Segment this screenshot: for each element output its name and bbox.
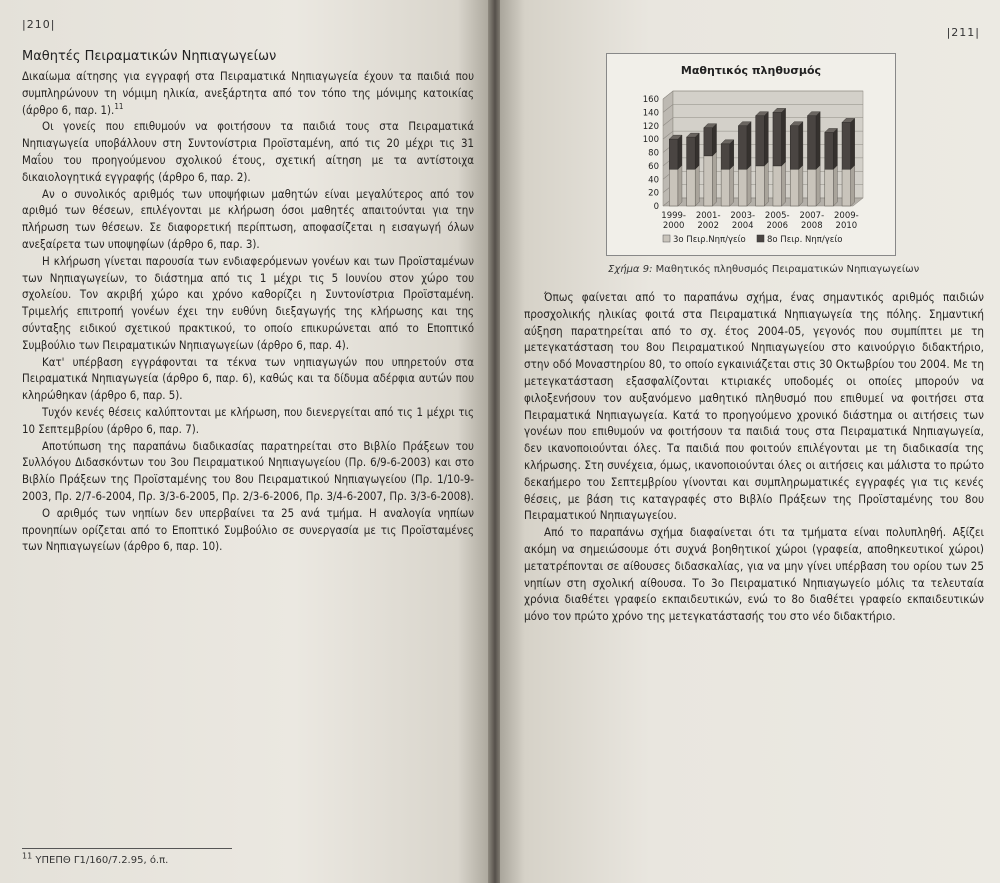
bar-side-3o (713, 152, 717, 206)
bar-side-3o (764, 162, 768, 206)
legend-swatch-8o (757, 235, 764, 242)
chart-svg (607, 54, 895, 255)
y-tick-label: 80 (648, 148, 659, 159)
bar-segment-8o (704, 128, 713, 156)
x-tick-label: 2010 (835, 221, 858, 231)
bar-side-8o (816, 112, 820, 170)
bar-segment-3o (669, 169, 678, 206)
population-chart (606, 53, 896, 256)
x-tick-label: 2002 (697, 221, 720, 231)
bar-segment-8o (756, 116, 765, 166)
legend-label-3o: 3ο Πειρ.Νηπ/γείο (673, 235, 746, 245)
bar-segment-3o (721, 169, 730, 206)
bar-segment-3o (825, 169, 834, 206)
bar-side-3o (695, 165, 699, 206)
bar-side-8o (713, 124, 717, 156)
x-tick-label: 2004 (731, 221, 754, 231)
paragraph: Αν ο συνολικός αριθμός των υποψήφιων μαθητών είναι μεγαλύτερος από τον αριθμό των θέσεων, επιλέγονται με κλήρωση όσοι μαθητές απαιτούνται για την πλήρωση των θέσεων. Σε διαφορετική περίπτωση, αποφασίζεται η εισαγωγή όλων ανεξαίρετα των υποψηφίων (άρθρο 6, παρ. 3). (22, 186, 474, 251)
bar-side-8o (833, 128, 837, 169)
bar-side-3o (799, 165, 803, 206)
y-tick-label: 160 (642, 95, 659, 105)
bar-segment-8o (790, 126, 799, 169)
x-tick-label: 1999- (661, 211, 686, 221)
bar-side-3o (678, 165, 682, 206)
paragraph: Κατ' υπέρβαση εγγράφονται τα τέκνα των νηπιαγωγών που υπηρετούν στα Πειραματικά Νηπιαγωγεία (άρθρο 6, παρ. 6), καθώς και τα δίδυμα αδέρφια αυτών που κληρώθηκαν (άρθρο 6, παρ. 5). (22, 354, 474, 403)
paragraph-text: Δικαίωμα αίτησης για εγγραφή στα Πειραματικά Νηπιαγωγεία έχουν τα παιδιά που συμπληρώνουν τη νόμιμη ηλικία, ανεξάρτητα από τον τόπο της μόνιμης κατοικίας (άρθρο 6, παρ. 1). (22, 69, 474, 117)
x-tick-label: 2006 (766, 221, 789, 231)
bar-segment-3o (687, 169, 696, 206)
bar-segment-3o (808, 169, 817, 206)
y-tick-label: 120 (642, 121, 659, 132)
left-page (0, 0, 492, 883)
bar-side-8o (764, 112, 768, 166)
x-tick-label: 2005- (764, 211, 790, 221)
bar-segment-8o (842, 122, 851, 169)
x-tick-label: 2003- (730, 211, 756, 221)
bar-side-8o (695, 133, 699, 169)
bar-side-3o (833, 165, 837, 206)
bar-segment-3o (790, 169, 799, 206)
bar-segment-3o (738, 169, 747, 206)
bar-segment-8o (669, 139, 678, 169)
bar-side-3o (730, 165, 734, 206)
caption-label: Σχήμα 9: (608, 264, 653, 275)
x-tick-label: 2001- (695, 211, 721, 221)
bar-segment-3o (704, 156, 713, 206)
y-tick-label: 40 (648, 175, 659, 186)
footnote (22, 851, 169, 866)
page-number-left: |210| (22, 18, 56, 31)
page-number-right: |211| (946, 26, 980, 39)
section-heading: Μαθητές Πειραματικών Νηπιαγωγείων (22, 49, 277, 64)
caption-text: Μαθητικός πληθυσμός Πειραματικών Νηπιαγωγείων (655, 264, 920, 275)
paragraph: Η κλήρωση γίνεται παρουσία των ενδιαφερόμενων γονέων και των Προϊσταμένων των Νηπιαγωγείων, το διάστημα από τις 1 μέχρι τις 5 Ιουνίου στον χώρο του σχολείου. Τον ακριβή χώρο και χρόνο καθορίζει η Συντονίστρια Προϊσταμένη. Τριμελής επιτροπή γονέων έχει την ευθύνη διεξαγωγής της κλήρωσης και της σύνταξης ειδικού σχετικού πρακτικού, το οποίο επικυρώνεται από το Εποπτικό Συμβούλιο των Πειραματικών Νηπιαγωγείων (άρθρο 6, παρ. 4). (22, 253, 474, 352)
bar-segment-3o (756, 166, 765, 206)
footnote-text: ΥΠΕΠΘ Γ1/160/7.2.95, ό.π. (35, 855, 169, 866)
x-tick-label: 2008 (800, 221, 823, 231)
footnote-divider (22, 848, 232, 849)
figure-caption (608, 264, 984, 275)
bar-side-8o (799, 122, 803, 169)
bar-segment-3o (842, 169, 851, 206)
bar-side-3o (851, 165, 855, 206)
bar-side-8o (851, 118, 855, 169)
bar-side-8o (730, 140, 734, 169)
paragraph: Τυχόν κενές θέσεις καλύπτονται με κλήρωση, που διενεργείται από τις 1 μέχρι τις 10 Σεπτεμβρίου (άρθρο 6, παρ. 7). (22, 404, 474, 436)
bar-segment-8o (687, 137, 696, 169)
chart-title: Μαθητικός πληθυσμός (680, 64, 822, 77)
y-tick-label: 140 (642, 108, 659, 119)
bar-segment-8o (721, 144, 730, 169)
bar-segment-8o (825, 132, 834, 169)
bar-segment-8o (808, 116, 817, 170)
bar-side-8o (782, 108, 786, 166)
y-tick-label: 20 (648, 188, 659, 199)
paragraph: Ο αριθμός των νηπίων δεν υπερβαίνει τα 25 ανά τμήμα. Η αναλογία νηπίων προνηπίων ορίζεται από το Εποπτικό Συμβούλιο σε συνεργασία με τις Προϊσταμένες των Νηπιαγωγείων (άρθρο 6, παρ. 10). (22, 505, 474, 554)
right-page (500, 0, 1000, 883)
footnote-ref: 11 (114, 101, 124, 111)
paragraph: Όπως φαίνεται από το παραπάνω σχήμα, ένας σημαντικός αριθμός παιδιών προσχολικής ηλικίας φοιτά στα Πειραματικά Νηπιαγωγεία της πόλης. Σημαντική αύξηση παρατηρείται από το σχ. έτος 2004-05, γεγονός που συμπίπτει με τη μετεγκατάσταση του 8ου Πειραματικού Νηπιαγωγείου στο καινούργιο διδακτήριο, στην οδό Μοναστηρίου 80, το οποίο εγκαινιάζεται στις 30 Οκτωβρίου του 2004. Με τη μετεγκατάσταση εξασφαλίζονται κτιριακές υποδομές οι οποίες μπορούν να φιλοξενήσουν τον αυξανόμενο μαθητικό πληθυσμό που επιθυμεί να φοιτήσει στα Πειραματικά Νηπιαγωγεία. Κατά το προηγούμενο χρονικό διάστημα οι αιτήσεις των γονέων που επιθυμούν να φοιτήσουν τα παιδιά τους στα Πειραματικά Νηπιαγωγεία, δεν ικανοποιούνται όλες. Τα παιδιά που φοιτούν επιλέγονται με τη διαδικασία της κλήρωσης. Στη συνέχεια, όμως, ικανοποιούνται όλες οι αιτήσεις και μάλιστα το πρώτο δεκαήμερο του Σεπτεμβρίου γίνονται και συμπληρωματικές εγγραφές για τις κενές θέσεις, με βάση τις καταγραφές στο Βιβλίο Πράξεων της Προϊσταμένης του 8ου Πειραματικού Νηπιαγωγείου. (524, 290, 984, 523)
legend-label-8o: 8ο Πειρ. Νηπ/γείο (767, 235, 843, 245)
bar-side-8o (747, 122, 751, 169)
x-tick-label: 2007- (799, 211, 825, 221)
paragraph: Από το παραπάνω σχήμα διαφαίνεται ότι τα τμήματα είναι πολυπληθή. Αξίζει ακόμη να σημειώσουμε ότι συχνά βοηθητικοί χώροι (γραφεία, αποθηκευτικοί χώροι) μετατρέπονται σε αίθουσες διδασκαλίας, για να μην γίνει υπέρβαση του ορίου των 25 νηπίων στη σχολική αίθουσα. Το 3ο Πειραματικό Νηπιαγωγείο μόλις τα τελευταία χρόνια διαθέτει γραφείο εκπαιδευτικών, ενώ το 8ο διαθέτει γραφείο εκπαιδευτικών μόνο τον πρώτο χρόνο της μετεγκατάστασής του στο νέο διδακτήριο. (524, 525, 984, 624)
y-tick-label: 60 (648, 161, 659, 172)
y-tick-label: 0 (653, 202, 659, 212)
x-tick-label: 2000 (662, 221, 685, 231)
bar-segment-3o (773, 166, 782, 206)
footnote-marker: 11 (22, 851, 33, 861)
legend-swatch-3o (663, 235, 670, 242)
y-tick-label: 100 (642, 135, 659, 146)
bar-side-3o (816, 165, 820, 206)
paragraph: Αποτύπωση της παραπάνω διαδικασίας παρατηρείται στο Βιβλίο Πράξεων του Συλλόγου Διδασκόντων του 3ου Πειραματικού Νηπιαγωγείου (Πρ. 6/9-6-2003) και στο Βιβλίο Πράξεων της Προϊσταμένης του 8ου Πειραματικού Νηπιαγωγείου (Πρ. 1/10-9-2003, Πρ. 2/7-6-2004, Πρ. 3/3-6-2005, Πρ. 2/3-6-2006, Πρ. 3/4-6-2007, Πρ. 3/3-6-2008). (22, 438, 474, 503)
bar-segment-8o (738, 126, 747, 169)
x-tick-label: 2009- (834, 211, 859, 221)
bar-side-8o (678, 135, 682, 169)
bar-side-3o (782, 162, 786, 206)
bar-segment-8o (773, 112, 782, 166)
paragraph: Οι γονείς που επιθυμούν να φοιτήσουν τα παιδιά τους στα Πειραματικά Νηπιαγωγεία υποβάλλουν στη Συντονίστρια Προϊσταμένη, από τις 20 μέχρι τις 31 Μαΐου του προηγούμενου σχολικού έτους, σχετική αίτηση με τα αντίστοιχα δικαιολογητικά εγγραφής (άρθρο 6, παρ. 2). (22, 119, 474, 184)
paragraph (22, 68, 474, 118)
bar-side-3o (747, 165, 751, 206)
